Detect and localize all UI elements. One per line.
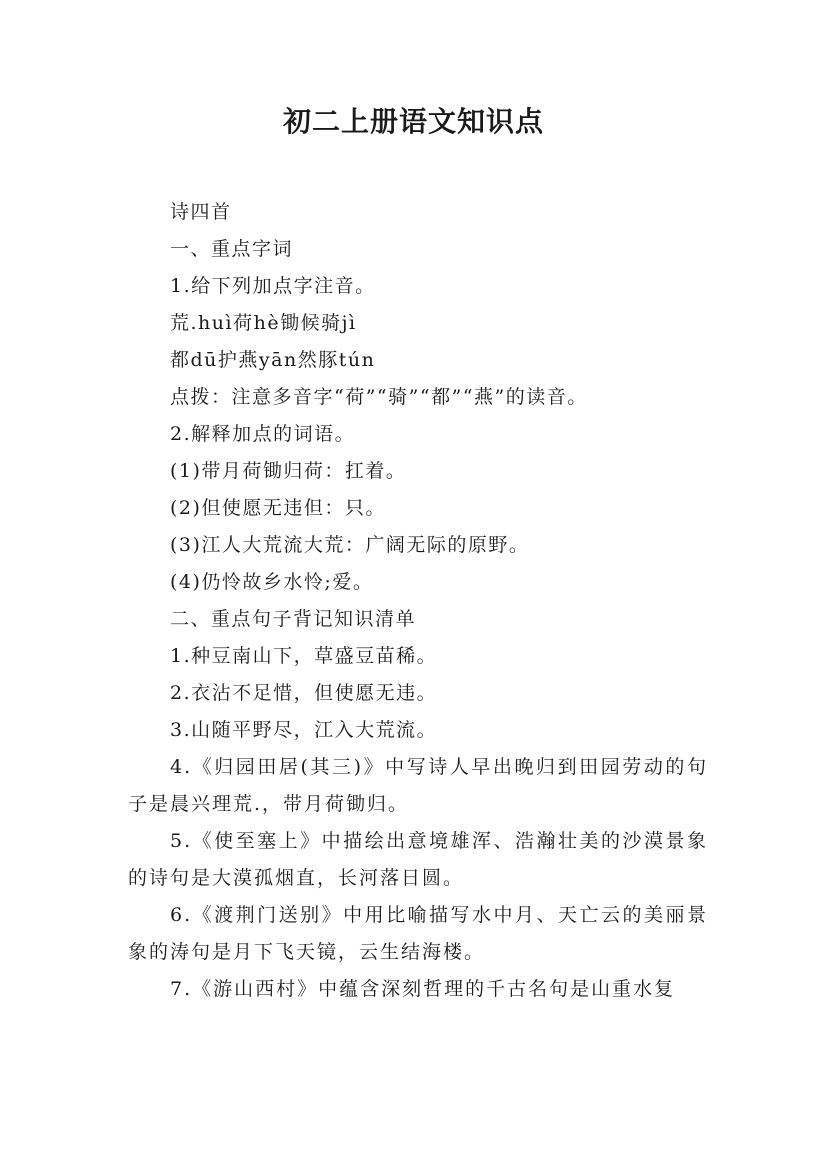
explanation-line: (4)仍怜故乡水怜;爱。 <box>170 571 374 593</box>
tip-line: 点拨：注意多音字“荷”“骑”“都”“燕”的读音。 <box>170 386 588 408</box>
exercise-heading: 1.给下列加点字注音。 <box>170 275 376 297</box>
sentence-paragraph: 7.《游山西村》中蕴含深刻哲理的千古名句是山重水复 <box>170 978 676 1000</box>
document-title: 初二上册语文知识点 <box>282 105 544 138</box>
sentence-paragraph: 5.《使至塞上》中描绘出意境雄浑、浩瀚壮美的沙漠景象的诗句是大漠孤烟直，长河落日圆。 <box>128 830 708 889</box>
explanation-line: (1)带月荷锄归荷：扛着。 <box>170 460 407 482</box>
subsection-heading: 二、重点句子背记知识清单 <box>170 608 417 630</box>
exercise-heading: 2.解释加点的词语。 <box>170 423 356 445</box>
sentence-line: 1.种豆南山下，草盛豆苗稀。 <box>170 645 438 667</box>
sentence-line: 3.山随平野尽，江入大荒流。 <box>170 719 438 741</box>
sentence-paragraph: 6.《渡荆门送别》中用比喻描写水中月、天亡云的美丽景象的涛句是月下飞天镜，云生结海楼。 <box>128 904 708 963</box>
explanation-line: (3)江人大荒流大荒：广阔无际的原野。 <box>170 534 530 556</box>
explanation-line: (2)但使愿无违但：只。 <box>170 497 386 519</box>
subsection-heading: 一、重点字词 <box>170 238 294 260</box>
section-heading: 诗四首 <box>170 201 232 223</box>
document-body <box>128 194 708 1008</box>
sentence-paragraph: 4.《归园田居(其三)》中写诗人早出晚归到田园劳动的句子是晨兴理荒.，带月荷锄归。 <box>128 756 708 815</box>
sentence-line: 2.衣沾不足惜，但使愿无违。 <box>170 682 438 704</box>
pinyin-line: 荒.huì荷hè锄候骑jì <box>170 312 357 334</box>
pinyin-line: 都dū护燕yān然豚tún <box>170 349 376 371</box>
